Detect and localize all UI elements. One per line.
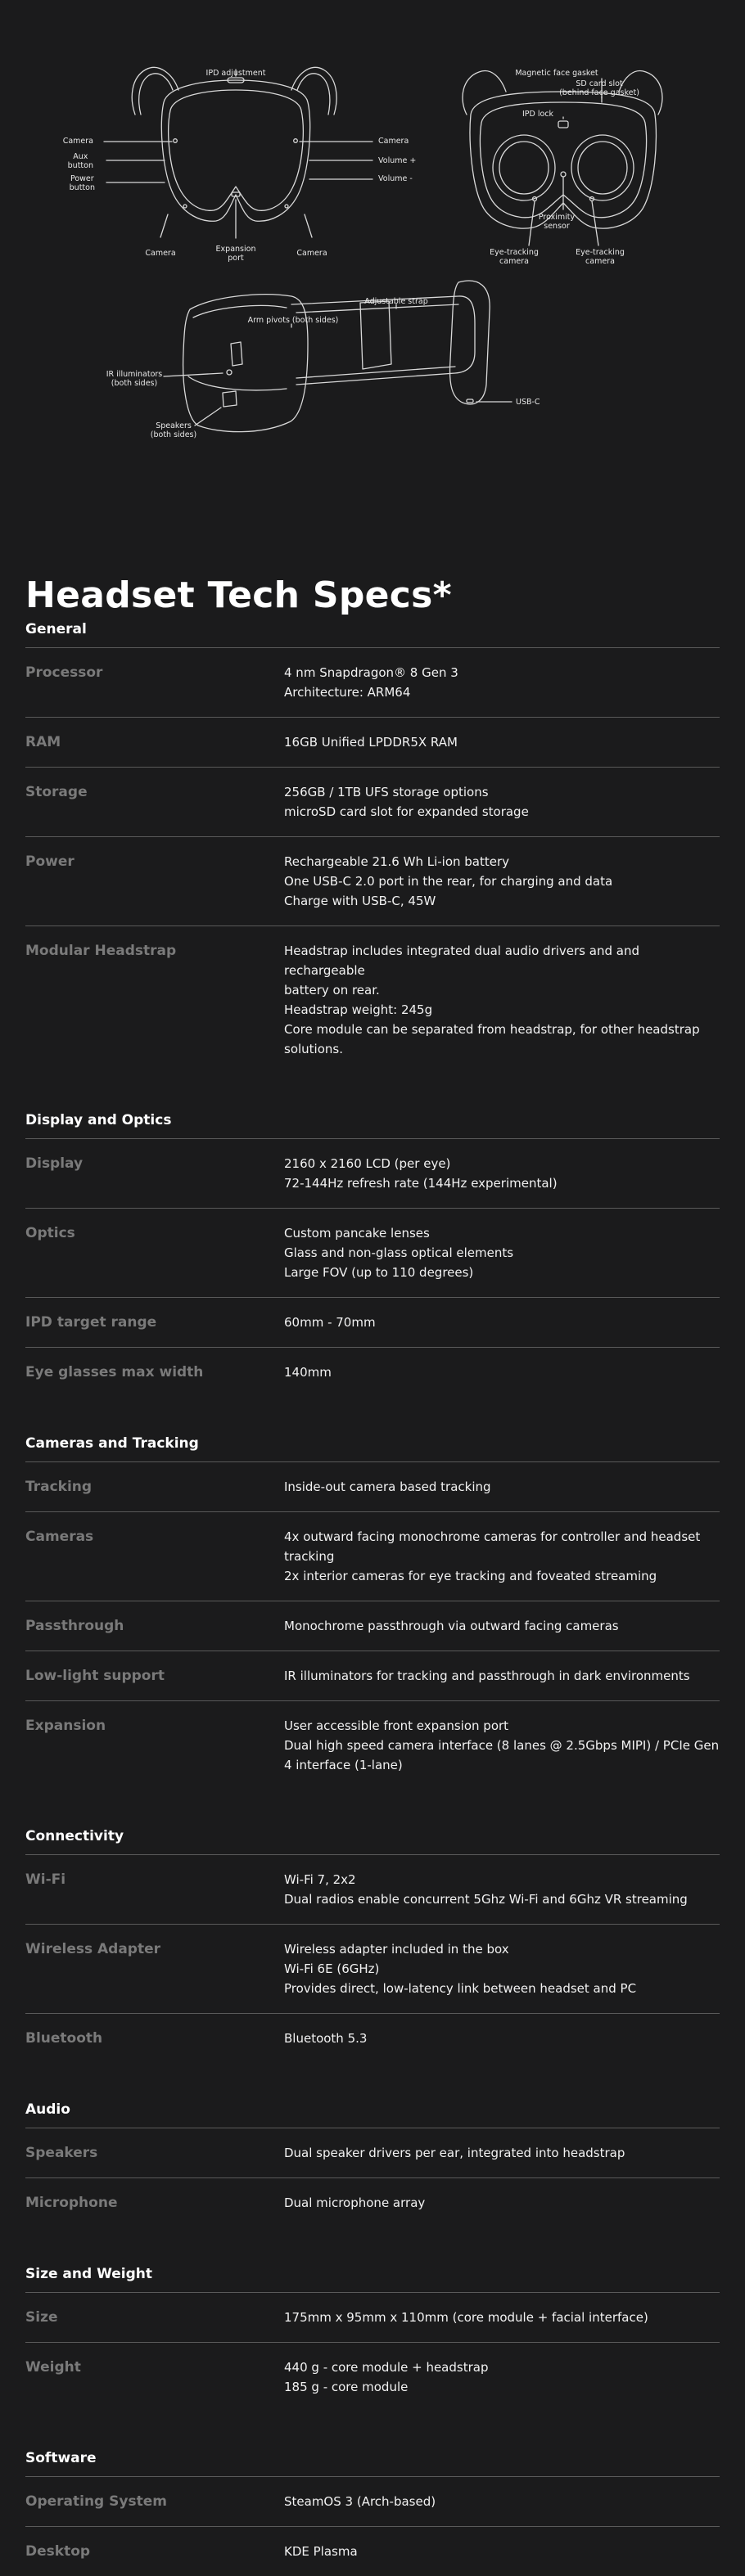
label-camera-left: Camera (62, 137, 93, 146)
spec-label: Bluetooth (25, 2030, 103, 2047)
label-camera-right: Camera (378, 137, 409, 146)
spec-label: Modular Headstrap (25, 943, 177, 959)
label-magnetic-face-gasket: Magnetic face gasket (515, 69, 598, 78)
spec-value-line: Provides direct, low-latency link between headset and PC (284, 1981, 637, 1996)
spec-values (284, 2492, 720, 2511)
section-title: Cameras and Tracking (25, 1433, 720, 1462)
label-proximity-sensor: Proximity sensor (538, 213, 576, 231)
spec-value-line: Custom pancake lenses (284, 1226, 430, 1241)
section-title: Display and Optics (25, 1110, 720, 1139)
spec-values (284, 732, 720, 752)
spec-values (284, 1223, 720, 1282)
side-view-drawing (164, 281, 512, 432)
label-adjustable-strap: Adjustable strap (364, 297, 428, 306)
spec-label: Size (25, 2309, 58, 2326)
section-title: General (25, 619, 720, 648)
spec-values (284, 941, 720, 1059)
label-eye-tracking-left: Eye-tracking camera (490, 248, 539, 266)
label-aux-button: Aux button (67, 152, 93, 170)
spec-values (284, 2143, 720, 2163)
spec-value-line: Wi-Fi 6E (6GHz) (284, 1961, 380, 1976)
spec-value-line: Wi-Fi 7, 2x2 (284, 1872, 356, 1887)
spec-value-line: Headstrap includes integrated dual audio drivers and and rechargeable (284, 943, 639, 978)
spec-value-line: Inside-out camera based tracking (284, 1479, 491, 1494)
label-volume-down: Volume - (378, 174, 413, 183)
spec-label: Expansion (25, 1718, 106, 1734)
label-ipd-lock: IPD lock (522, 110, 554, 119)
spec-section (25, 1110, 720, 1397)
spec-row (25, 1651, 720, 1701)
label-expansion-port: Expansion port (215, 245, 256, 263)
spec-label: Optics (25, 1225, 75, 1241)
spec-value-line: battery on rear. (284, 983, 380, 998)
spec-values (284, 1716, 720, 1775)
spec-row (25, 648, 720, 718)
spec-value-line: 2x interior cameras for eye tracking and foveated streaming (284, 1569, 657, 1583)
spec-label: Microphone (25, 2195, 118, 2211)
spec-row (25, 837, 720, 926)
label-volume-up: Volume + (378, 156, 417, 165)
spec-row (25, 1512, 720, 1601)
spec-row (25, 718, 720, 768)
spec-value-line: 2160 x 2160 LCD (per eye) (284, 1156, 451, 1171)
label-ir-illuminators: IR illuminators (both sides) (106, 370, 163, 388)
headset-line-drawings (0, 0, 745, 524)
spec-row (25, 1348, 720, 1397)
section-title: Connectivity (25, 1826, 720, 1855)
spec-value-line: 440 g - core module + headstrap (284, 2360, 489, 2375)
spec-value-line: KDE Plasma (284, 2544, 358, 2559)
spec-label: Operating System (25, 2493, 167, 2510)
spec-value-line: 16GB Unified LPDDR5X RAM (284, 735, 458, 750)
spec-row (25, 2178, 720, 2227)
spec-row (25, 1462, 720, 1512)
spec-value-line: Glass and non-glass optical elements (284, 1245, 514, 1260)
spec-value-line: Rechargeable 21.6 Wh Li-ion battery (284, 854, 510, 869)
spec-section (25, 1826, 720, 2063)
spec-row (25, 1139, 720, 1209)
spec-value-line: 185 g - core module (284, 2380, 409, 2394)
spec-value-line: 4 interface (1-lane) (284, 1758, 403, 1772)
label-camera-bottom-left: Camera (145, 249, 176, 258)
spec-row (25, 1855, 720, 1925)
section-title: Size and Weight (25, 2263, 720, 2293)
label-ipd-adjustment: IPD adjustment (205, 69, 266, 78)
spec-values (284, 1154, 720, 1193)
spec-label: Desktop (25, 2543, 91, 2560)
spec-value-line: 175mm x 95mm x 110mm (core module + facial interface) (284, 2310, 648, 2325)
section-title: Software (25, 2448, 720, 2477)
spec-values (284, 1362, 720, 1382)
spec-label: Power (25, 853, 74, 870)
spec-row (25, 2128, 720, 2178)
spec-value-line: 140mm (284, 1365, 332, 1380)
spec-row (25, 2343, 720, 2412)
label-arm-pivots: Arm pivots (both sides) (247, 316, 339, 325)
spec-value-line: Dual speaker drivers per ear, integrated into headstrap (284, 2146, 625, 2160)
spec-values (284, 1616, 720, 1636)
spec-row (25, 1925, 720, 2014)
spec-value-line: Headstrap weight: 245g (284, 1002, 433, 1017)
spec-section (25, 619, 720, 1074)
spec-value-line: solutions. (284, 1042, 343, 1056)
spec-value-line: Monochrome passthrough via outward facing cameras (284, 1619, 619, 1633)
spec-row (25, 2477, 720, 2527)
spec-value-line: 4x outward facing monochrome cameras for controller and headset (284, 1529, 701, 1544)
spec-values (284, 1527, 720, 1586)
page-title: Headset Tech Specs* (25, 574, 452, 616)
spec-values (284, 2542, 720, 2561)
spec-row (25, 2014, 720, 2063)
spec-value-line: User accessible front expansion port (284, 1718, 509, 1733)
spec-values (284, 663, 720, 702)
spec-value-line: 256GB / 1TB UFS storage options (284, 785, 489, 799)
spec-value-line: SteamOS 3 (Arch-based) (284, 2494, 436, 2509)
spec-label: Wireless Adapter (25, 1941, 161, 1957)
spec-label: IPD target range (25, 1314, 157, 1331)
spec-label: Tracking (25, 1479, 93, 1495)
spec-value-line: One USB-C 2.0 port in the rear, for charging and data (284, 874, 613, 889)
spec-label: Passthrough (25, 1618, 124, 1634)
spec-sections (25, 619, 720, 2576)
spec-value-line: Dual radios enable concurrent 5Ghz Wi-Fi and 6Ghz VR streaming (284, 1892, 688, 1907)
section-title: Audio (25, 2099, 720, 2128)
spec-values (284, 2358, 720, 2397)
spec-value-line: Core module can be separated from headstrap, for other headstrap (284, 1022, 700, 1037)
spec-value-line: Bluetooth 5.3 (284, 2031, 368, 2046)
spec-row (25, 2293, 720, 2343)
spec-label: Storage (25, 784, 88, 800)
spec-value-line: Architecture: ARM64 (284, 685, 411, 700)
spec-row (25, 768, 720, 837)
spec-values (284, 2308, 720, 2327)
spec-label: Cameras (25, 1529, 94, 1545)
spec-label: Display (25, 1155, 84, 1172)
spec-label: RAM (25, 734, 61, 750)
spec-section (25, 2099, 720, 2227)
spec-values (284, 1666, 720, 1686)
spec-row (25, 1209, 720, 1298)
spec-values (284, 782, 720, 822)
spec-values (284, 2193, 720, 2213)
spec-label: Eye glasses max width (25, 1364, 204, 1380)
headset-diagrams (0, 0, 745, 524)
spec-value-line: Dual microphone array (284, 2195, 426, 2210)
label-camera-bottom-right: Camera (296, 249, 327, 258)
spec-section (25, 1433, 720, 1790)
spec-value-line: Wireless adapter included in the box (284, 1942, 509, 1957)
spec-row (25, 1701, 720, 1790)
tech-specs (25, 573, 720, 2576)
spec-label: Processor (25, 664, 103, 681)
spec-value-line: 4 nm Snapdragon® 8 Gen 3 (284, 665, 458, 680)
spec-value-line: 60mm - 70mm (284, 1315, 376, 1330)
spec-value-line: IR illuminators for tracking and passthrough in dark environments (284, 1669, 690, 1683)
spec-row (25, 926, 720, 1074)
spec-values (284, 1477, 720, 1497)
spec-value-line: Charge with USB-C, 45W (284, 894, 436, 908)
spec-label: Low-light support (25, 1668, 165, 1684)
label-eye-tracking-right: Eye-tracking camera (576, 248, 625, 266)
label-usb-c: USB-C (516, 398, 540, 407)
spec-label: Speakers (25, 2145, 98, 2161)
spec-label: Weight (25, 2359, 81, 2376)
spec-section (25, 2263, 720, 2412)
spec-row (25, 2527, 720, 2576)
spec-values (284, 1313, 720, 1332)
spec-value-line: Dual high speed camera interface (8 lanes @ 2.5Gbps MIPI) / PCIe Gen (284, 1738, 720, 1753)
spec-values (284, 1870, 720, 1909)
spec-values (284, 852, 720, 911)
spec-label: Wi-Fi (25, 1871, 66, 1888)
spec-value-line: Large FOV (up to 110 degrees) (284, 1265, 474, 1280)
label-sd-card-slot: SD card slot (behind face gasket) (559, 79, 639, 97)
spec-values (284, 2029, 720, 2048)
spec-value-line: microSD card slot for expanded storage (284, 804, 529, 819)
spec-row (25, 1601, 720, 1651)
label-power-button: Power button (69, 174, 95, 192)
spec-values (284, 1939, 720, 1998)
spec-section (25, 2448, 720, 2576)
spec-value-line: 72-144Hz refresh rate (144Hz experimental) (284, 1176, 558, 1191)
label-speakers: Speakers (both sides) (150, 421, 197, 439)
spec-value-line: tracking (284, 1549, 335, 1564)
spec-row (25, 1298, 720, 1348)
front-view-drawing (104, 67, 372, 238)
